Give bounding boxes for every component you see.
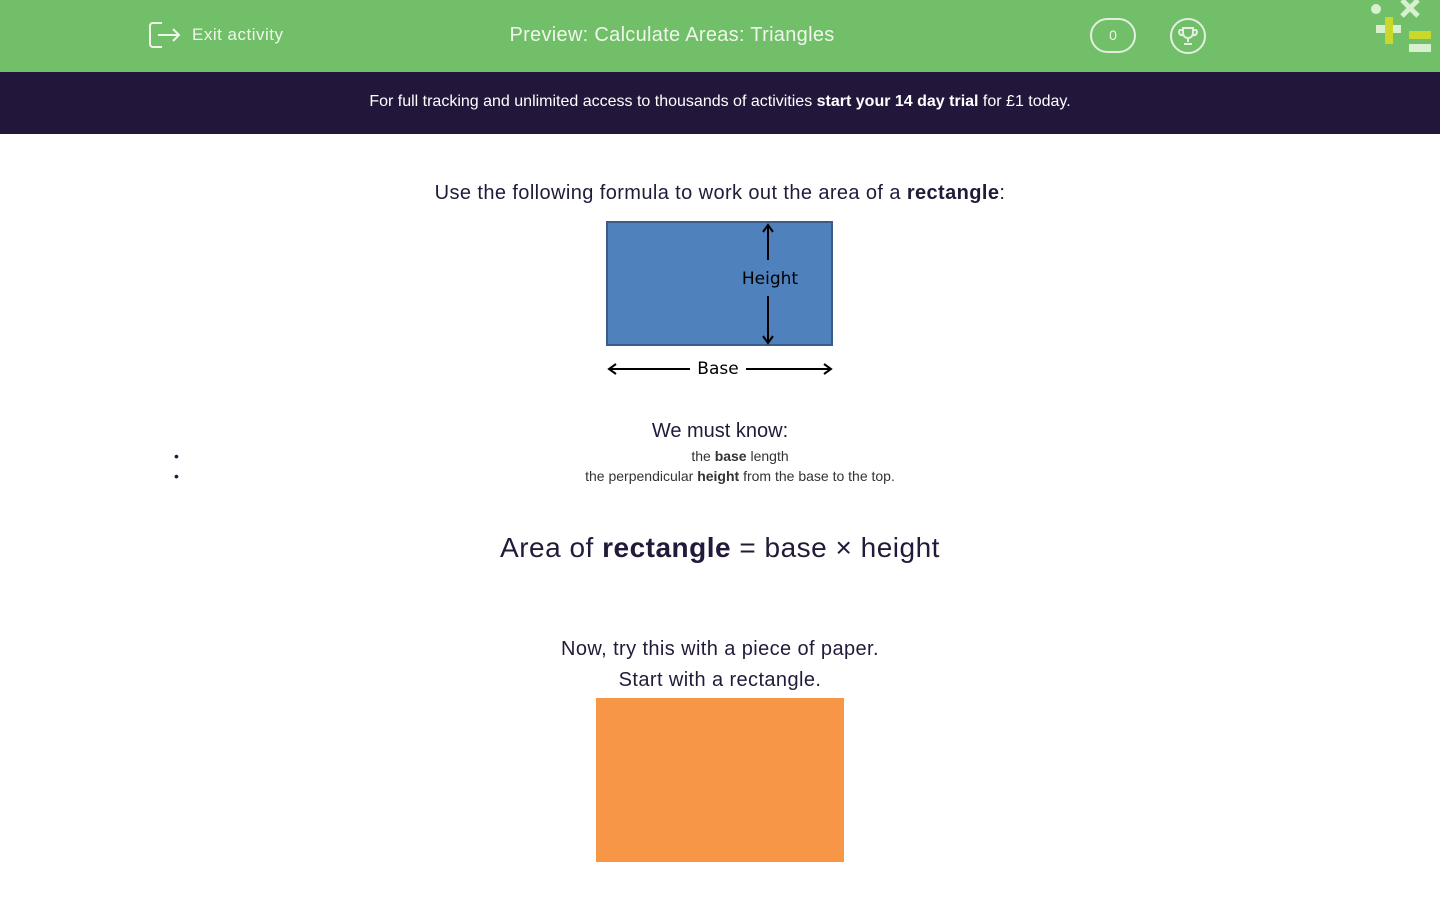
instruction-line-1: Now, try this with a piece of paper. [561,638,879,660]
trial-banner[interactable] [0,72,1440,134]
bullet: • [174,448,179,464]
score-badge: 0 [1090,18,1136,53]
must-know-heading: We must know: [651,420,789,442]
question-text: Use the following formula to work out the area of a rectangle: [434,182,1006,204]
banner-text: For full tracking and unlimited access to thousands of activities [369,93,817,110]
trophy-icon [1177,25,1199,47]
page-title: Preview: Calculate Areas: Triangles [509,24,835,46]
area-formula: Area of rectangle = base × height [500,532,940,563]
instruction-line-2: Start with a rectangle. [618,669,822,691]
logo-icon [1368,0,1440,60]
height-label: Height [741,269,799,289]
list-item: the base length [691,448,789,464]
rectangle-diagram [600,218,840,383]
trophy-button[interactable] [1170,18,1206,54]
banner-text-end: for £1 today. [978,93,1071,110]
list-item: the perpendicular height from the base to the top. [585,468,895,484]
top-bar [0,0,1440,72]
base-label: Base [697,359,739,379]
exit-label: Exit activity [192,25,284,44]
bullet: • [174,468,179,484]
orange-rectangle [596,698,844,862]
banner-cta[interactable]: start your 14 day trial [816,93,979,110]
